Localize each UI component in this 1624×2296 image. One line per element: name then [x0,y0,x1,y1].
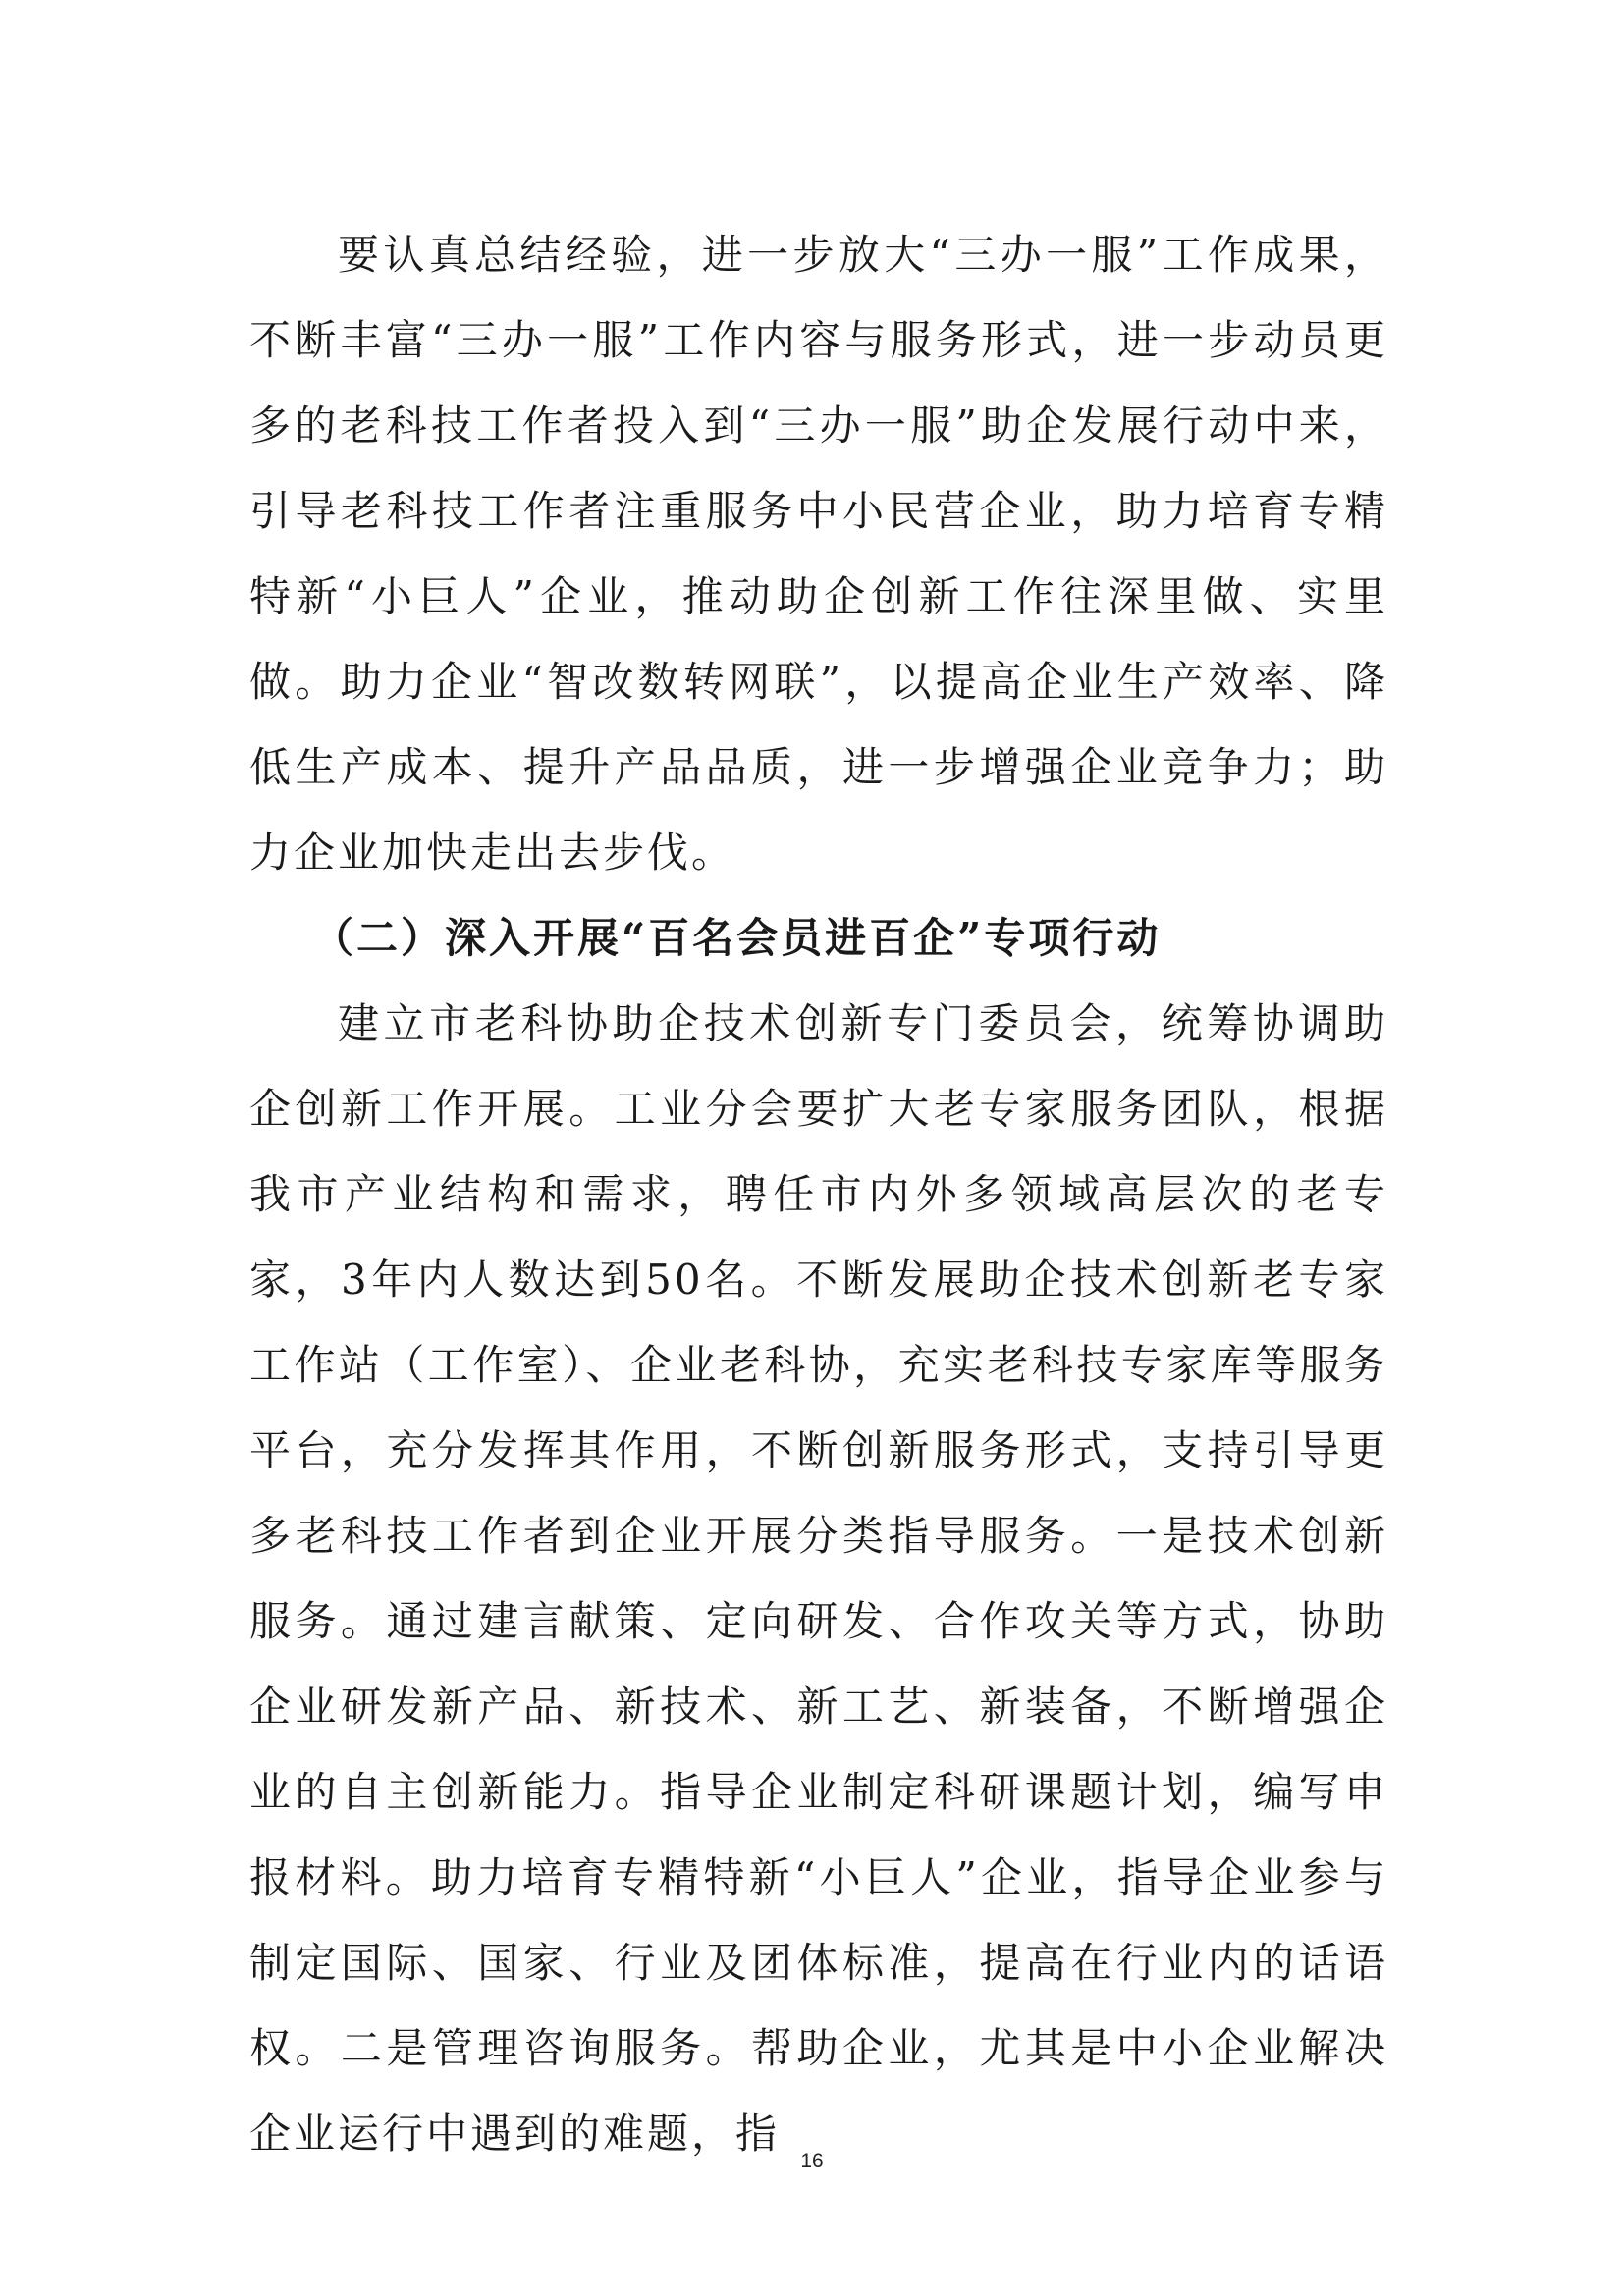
page-body [249,212,1388,2176]
section-paragraph: 建立市老科协助企技术创新专门委员会，统筹协调助企创新工作开展。工业分会要扩大老专家服务团队，根据我市产业结构和需求，聘任市内外多领域高层次的老专家，3年内人数达到50名。不断发展助企技术创新老专家工作站（工作室）、企业老科协，充实老科技专家库等服务平台，充分发挥其作用，不断创新服务形式，支持引导更多老科技工作者到企业开展分类指导服务。一是技术创新服务。通过建言献策、定向研发、合作攻关等方式，协助企业研发新产品、新技术、新工艺、新装备，不断增强企业的自主创新能力。指导企业制定科研课题计划，编写申报材料。助力培育专精特新“小巨人”企业，指导企业参与制定国际、国家、行业及团体标准，提高在行业内的话语权。二是管理咨询服务。帮助企业，尤其是中小企业解决企业运行中遇到的难题，指 [249,999,1388,2158]
section-heading: （二）深入开展“百名会员进百企”专项行动 [312,914,1162,962]
body-paragraph: 要认真总结经验，进一步放大“三办一服”工作成果，不断丰富“三办一服”工作内容与服务形式，进一步动员更多的老科技工作者投入到“三办一服”助企发展行动中来，引导老科技工作者注重服务中小民营企业，助力培育专精特新“小巨人”企业，推动助企创新工作往深里做、实里做。助力企业“智改数转网联”，以提高企业生产效率、降低生产成本、提升产品品质，进一步增强企业竞争力；助力企业加快走出去步伐。 [249,231,1388,877]
page-number: 16 [800,2150,824,2172]
